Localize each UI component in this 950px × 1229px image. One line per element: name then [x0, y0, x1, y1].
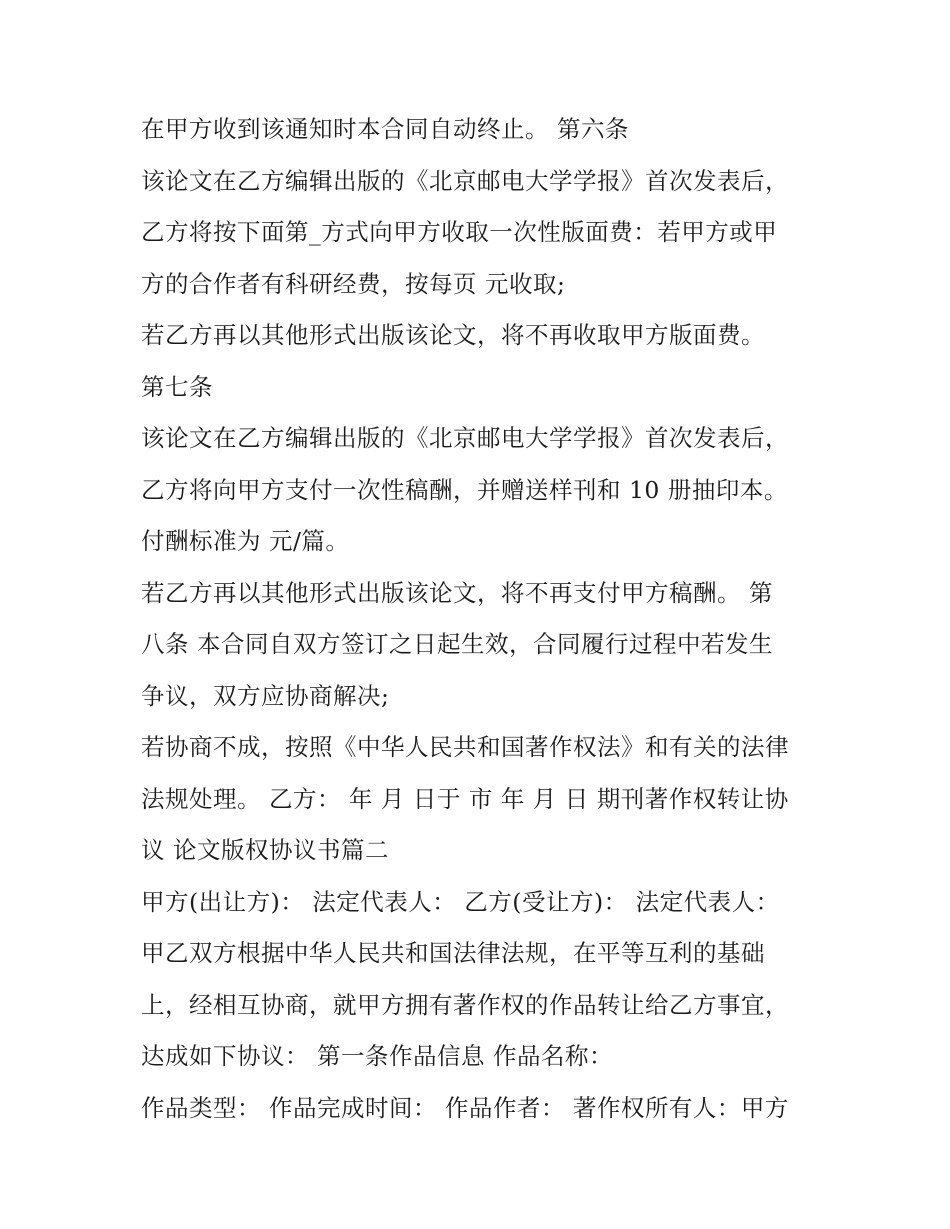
text-line: 达成如下协议： 第一条作品信息 作品名称： [141, 1042, 613, 1070]
text-line: 第七条 [141, 372, 213, 401]
text-line: 若协商不成，按照《中华人民共和国著作权法》和有关的法律 [141, 733, 789, 761]
text-line: 付酬标准为 元/篇。 [141, 527, 350, 555]
text-line: 方的合作者有科研经费，按每页 元收取; [141, 269, 566, 298]
text-line: 甲方(出让方)： 法定代表人： 乙方(受让方)： 法定代表人： [141, 887, 780, 916]
text-line: 争议，双方应协商解决; [141, 681, 390, 710]
text-line: 甲乙双方根据中华人民共和国法律法规，在平等互利的基础 [141, 939, 765, 967]
text-line: 若乙方再以其他形式出版该论文，将不再收取甲方版面费。 [141, 321, 765, 349]
text-line: 乙方将按下面第_方式向甲方收取一次性版面费：若甲方或甲 [141, 218, 778, 246]
text-line: 作品类型： 作品完成时间： 作品作者： 著作权所有人：甲方 [141, 1093, 789, 1122]
text-line: 法规处理。 乙方： 年 月 日于 市 年 月 日 期刊著作权转让协 [141, 784, 789, 813]
text-line: 该论文在乙方编辑出版的《北京邮电大学学报》首次发表后， [141, 424, 789, 452]
text-line: 若乙方再以其他形式出版该论文，将不再支付甲方稿酬。 第 [141, 578, 773, 607]
document-body [141, 106, 841, 1136]
text-line: 该论文在乙方编辑出版的《北京邮电大学学报》首次发表后， [141, 166, 789, 195]
text-line: 八条 本合同自双方签订之日起生效，合同履行过程中若发生 [141, 630, 773, 658]
text-line: 上，经相互协商，就甲方拥有著作权的作品转让给乙方事宜， [141, 990, 789, 1019]
text-line: 在甲方收到该通知时本合同自动终止。 第六条 [141, 115, 629, 143]
text-line: 议 论文版权协议书篇二 [141, 836, 389, 864]
text-line: 乙方将向甲方支付一次性稿酬，并赠送样刊和 10 册抽印本。 [141, 475, 788, 504]
